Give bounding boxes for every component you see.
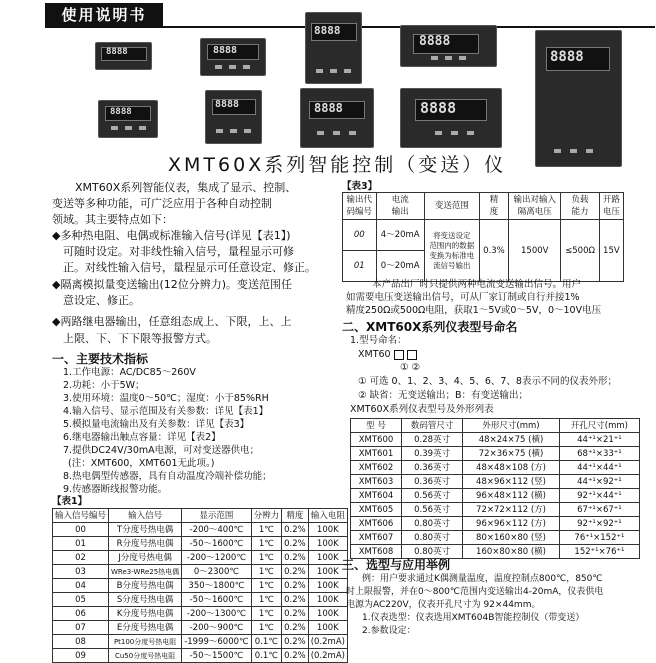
table-row: 08 Pt100分度号热电阻 -1999～6000℃ 0.1℃ 0.2% (0.2mA) <box>53 635 348 649</box>
feature-line: ◆两路继电器输出，任意组态成上、下限，上、上 <box>52 315 292 328</box>
model-desc-2: ② 缺省：无变送输出；B：有变送输出； <box>358 390 529 401</box>
table-header: 精 度 <box>479 193 508 220</box>
model-naming-label: 1.型号命名： <box>350 335 407 346</box>
table-header: 输入信号 <box>109 509 182 523</box>
section-heading-example: 三、选型与应用举例 <box>342 558 451 572</box>
box-placeholder <box>407 350 417 360</box>
table-row: 07 E分度号热电偶 -200～900℃ 1℃ 0.2% 100K <box>53 621 348 635</box>
intro-line-3: 领域。其主要特点如下： <box>52 213 173 226</box>
feature-line: ◆隔离模拟量变送输出(12位分辨力)。变送范围任 <box>52 278 293 291</box>
table-header: 数码管尺寸 <box>402 419 463 433</box>
table-row: 04 B分度号热电偶 350～1800℃ 1℃ 0.2% 100K <box>53 579 348 593</box>
device-photo-xmt605: 8888 <box>98 100 158 138</box>
table-row: 06 K分度号热电偶 -200～1300℃ 1℃ 0.2% 100K <box>53 607 348 621</box>
device-photo-xmt601: 8888 <box>200 38 266 76</box>
tech-item: 6.继电器输出触点容量：详见【表2】 <box>63 432 221 443</box>
table-header: 分辨力 <box>251 509 282 523</box>
feature-line: 意设定、修正。 <box>63 294 140 307</box>
table-header: 输出对输入 隔离电压 <box>509 193 561 220</box>
table-header: 输入电阻 <box>308 509 347 523</box>
feature-line: 可随时设定。对非线性输入信号，量程显示可修 <box>63 245 294 258</box>
tech-item: 8.热电偶型传感器，具有自动温度冷端补偿功能； <box>63 471 272 482</box>
table-header: 输出代 码编号 <box>343 193 377 220</box>
tech-item: 9.传感器断线报警功能。 <box>63 484 168 495</box>
input-signal-table <box>52 508 348 663</box>
note-line: 精度250Ω或500Ω电阻，获取1～5V或0～5V，0～10V电压 <box>346 305 602 316</box>
model-list-title: XMT60X系列仪表型号及外形列表 <box>350 404 494 415</box>
table3-label: 【表3】 <box>342 181 378 192</box>
model-dimensions-table <box>350 418 640 559</box>
intro-line-1: XMT60X系列智能仪表，集成了显示、控制、 <box>75 181 297 194</box>
example-line: 时上限报警，并在0～800℃范围内变送输出4-20mA，仪表供电 <box>346 587 604 597</box>
device-photo-xmt603: 8888 <box>305 12 362 84</box>
feature-line: 上限、下、下下限等报警方式。 <box>63 332 217 345</box>
table-row: XMT607 0.80英寸 80×160×80 (竖) 76⁺¹×152⁺¹ <box>351 531 640 545</box>
device-photo-xmt606: 8888 <box>300 88 374 148</box>
tech-item: 2.功耗：小于5W； <box>63 380 145 391</box>
table-row: 05 S分度号热电偶 -50～1600℃ 1℃ 0.2% 100K <box>53 593 348 607</box>
device-photo-xmt608: 8888 <box>400 88 502 148</box>
table-header: 精度 <box>282 509 309 523</box>
table-row: XMT605 0.56英寸 72×72×112 (方) 67⁺¹×67⁺¹ <box>351 503 640 517</box>
model-circles: ① ② <box>400 362 421 373</box>
table-row: 03 WRe3-WRe25热电偶 0～2300℃ 1℃ 0.2% 100K <box>53 565 348 579</box>
feature-line: 正。对线性输入信号，量程显示可任意设定、修正。 <box>63 261 316 274</box>
model-desc-1: ① 可选 0、1、2、3、4、5、6、7、8表示不同的仪表外形； <box>358 376 617 387</box>
feature-line: ◆多种热电阻、电偶或标准输入信号(详见【表1】) <box>52 229 291 242</box>
tech-item: 5.模拟量电流输出及有关参数：详见【表3】 <box>63 419 250 430</box>
tech-item: (注：XMT600，XMT601无此项。) <box>68 458 215 469</box>
note-line: 如需要电压变送输出信号，可从厂家订制或自行并接1% <box>346 292 580 303</box>
intro-line-2: 变送等多种功能，可广泛应用于各种自动控制 <box>52 197 272 210</box>
current-output-table <box>342 192 624 282</box>
model-prefix <box>358 348 417 361</box>
table-row: XMT604 0.56英寸 96×48×112 (横) 92⁺¹×44⁺¹ <box>351 489 640 503</box>
table-row: 02 J分度号热电偶 -200～1200℃ 1℃ 0.2% 100K <box>53 551 348 565</box>
table-header: 型 号 <box>351 419 402 433</box>
table-header: 输入信号编号 <box>53 509 109 523</box>
table-row: XMT603 0.36英寸 48×96×112 (竖) 44⁺¹×92⁺¹ <box>351 475 640 489</box>
table-row: 09 Cu50分度号热电阻 -50～1500℃ 0.1℃ 0.2% (0.2mA) <box>53 649 348 663</box>
table-header: 电流 输出 <box>376 193 424 220</box>
box-placeholder <box>394 350 404 360</box>
table-header: 外形尺寸(mm) <box>463 419 560 433</box>
device-photo-xmt607: 8888 <box>535 30 622 167</box>
table-row: XMT600 0.28英寸 48×24×75 (横) 44⁺¹×21⁺¹ <box>351 433 640 447</box>
device-photo-xmt600: 8888 <box>95 42 152 70</box>
table-row: 00 4～20mA 将变送设定 范围内的数据 变换为标准电 流信号输出 0.3% 1500V ≤500Ω 15V <box>343 220 624 251</box>
table-row: XMT602 0.36英寸 48×48×108 (方) 44⁺¹×44⁺¹ <box>351 461 640 475</box>
section-heading-model: 二、XMT60X系列仪表型号命名 <box>342 320 518 334</box>
table1-label: 【表1】 <box>52 496 88 507</box>
device-photo-xmt602: 8888 <box>205 90 262 144</box>
note-line: 本产品出厂时只提供两种电流变送输出信号。用户 <box>372 279 582 290</box>
table-row: 01 R分度号热电偶 -50～1600℃ 1℃ 0.2% 100K <box>53 537 348 551</box>
device-photo-xmt604: 8888 <box>400 25 497 67</box>
table-row: 01 0～20mA <box>343 251 624 282</box>
manual-title: 使用说明书 <box>45 3 163 27</box>
table-header: 开路 电压 <box>599 193 623 220</box>
document-title: XMT60X系列智能控制（变送）仪 <box>168 154 507 176</box>
example-line: 例：用户要求通过K偶测量温度，温度控制点800℃，850℃ <box>362 574 603 584</box>
table-header: 变送范围 <box>424 193 479 220</box>
tech-item: 3.使用环境：温度0～50℃；湿度：小于85%RH <box>63 393 269 404</box>
table-row: XMT608 0.80英寸 160×80×80 (横) 152⁺¹×76⁺¹ <box>351 545 640 559</box>
tech-item: 1.工作电源：AC/DC85～260V <box>63 367 196 378</box>
example-line: 2.参数设定： <box>362 626 416 636</box>
table-header: 开孔尺寸(mm) <box>559 419 639 433</box>
section-heading-tech: 一、主要技术指标 <box>52 352 149 366</box>
table-row: XMT606 0.80英寸 96×96×112 (方) 92⁺¹×92⁺¹ <box>351 517 640 531</box>
table-header: 显示范围 <box>182 509 251 523</box>
model-prefix-text: XMT60 <box>358 349 391 360</box>
example-line: 电源为AC220V，仪表开孔尺寸为 92×44mm。 <box>346 600 541 610</box>
tech-item: 4.输入信号、显示范围及有关参数：详见【表1】 <box>63 406 269 417</box>
table-header: 负载 能力 <box>561 193 599 220</box>
tech-item: 7.提供DC24V/30mA电源，可对变送器供电； <box>63 445 260 456</box>
table-row: XMT601 0.39英寸 72×36×75 (横) 68⁺¹×33⁺¹ <box>351 447 640 461</box>
table-row: 00 T分度号热电偶 -200～400℃ 1℃ 0.2% 100K <box>53 523 348 537</box>
example-line: 1.仪表选型：仪表选用XMT604B智能控制仪（带变送） <box>362 613 585 623</box>
